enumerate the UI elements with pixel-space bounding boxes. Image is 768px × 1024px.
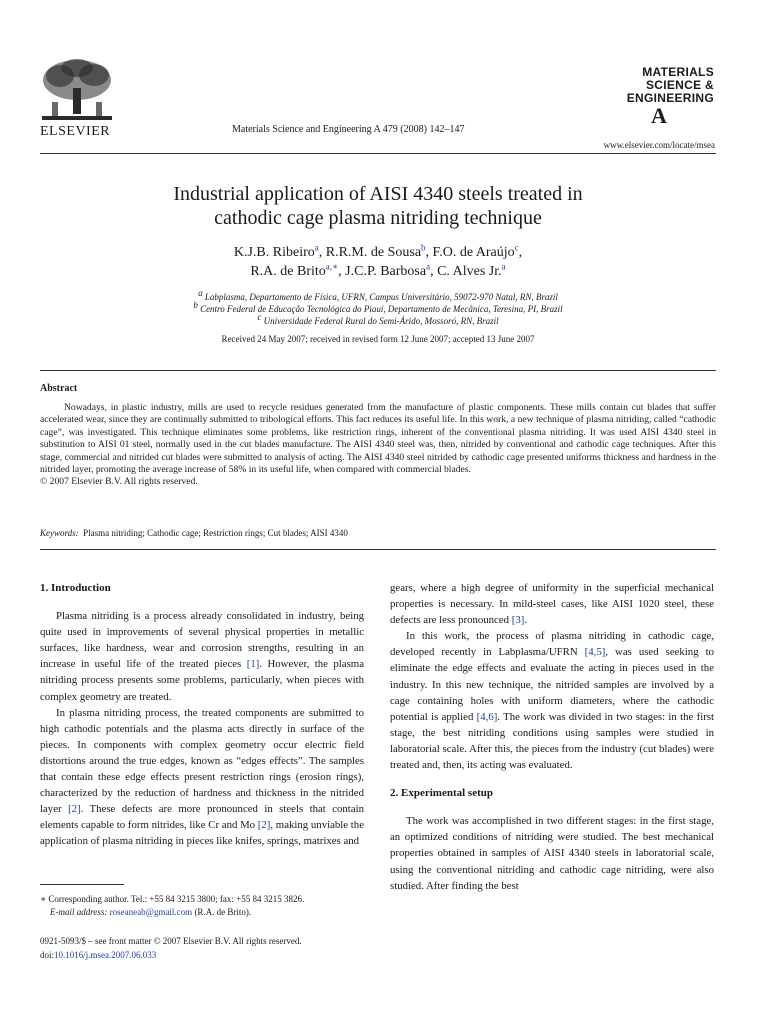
text: AISI — [607, 598, 633, 611]
journal-logo-letter: A — [651, 103, 667, 128]
title-line: Industrial application of AISI 4340 steels treated in — [173, 183, 583, 205]
paragraph: The work was accomplished in two different stages: in the first stage, an optimized conditions of nitriding were studied. The best mechanical properties obtained in samples of AISI 4340 steels in laboratorial scale, using the conventional nitriding and cathodic cage nitriding, were also studied. After finding the best — [390, 815, 714, 892]
text: cases, — [556, 598, 587, 611]
footnote-divider — [40, 884, 124, 885]
text: defects — [390, 614, 421, 627]
text: less — [436, 614, 456, 627]
abstract-body — [40, 402, 716, 489]
text: degree — [480, 582, 514, 594]
text: necessary. — [445, 598, 495, 611]
text: . — [524, 614, 528, 627]
journal-reference: Materials Science and Engineering A 479 (2008) 142–147 — [232, 124, 465, 135]
copyright-notice: © 2007 Elsevier B.V. All rights reserved. — [40, 476, 198, 488]
section-heading: 1. Introduction — [40, 582, 111, 594]
paragraph — [390, 628, 714, 773]
affiliation-text: Centro Federal de Educação Tecnológica do Piauí, Departamento de Mecânica, Teresina, PI, Brazil — [200, 304, 563, 314]
citation-link[interactable]: [2] — [257, 819, 271, 832]
text: superficial — [609, 582, 661, 594]
text: In this work, the process of plasma nitriding in cathodic cage, developed recently in Labplasma/UFRN — [390, 630, 714, 659]
email-line — [40, 906, 364, 919]
author-name: C. Alves Jr. — [437, 264, 502, 279]
author-line — [40, 262, 716, 281]
keywords — [40, 528, 348, 538]
text: mechanical — [660, 582, 715, 594]
text: of — [513, 582, 528, 594]
journal-logo — [604, 66, 714, 127]
journal-logo-line: ENGINEERING — [626, 91, 714, 105]
journal-logo-line: MATERIALS — [642, 65, 714, 79]
elsevier-tree-logo — [38, 58, 116, 124]
affiliation-marker[interactable]: a,∗ — [325, 261, 339, 272]
text: is — [433, 598, 446, 611]
affiliation-label: c — [257, 312, 262, 322]
text: In plasma nitriding process, the treated components are submitted to high cathodic potentials and the plasma acts directly in surface of the pieces. In components with complex geometry occur electric field distortions around the true edges, known as “edges effects”. The samples that contain these edge effects present restriction rings (erosion rings), characterized by the reduction of hardness and thickness in the nitrided layer — [40, 706, 364, 816]
author-name: K.J.B. Ribeiro — [233, 245, 315, 260]
citation-link[interactable]: [3] — [511, 614, 525, 627]
title-line: cathodic cage plasma nitriding technique — [214, 207, 542, 229]
citation-link[interactable]: [2] — [68, 803, 81, 816]
affiliation-marker[interactable]: a — [426, 261, 431, 272]
doi-label: doi: — [40, 949, 55, 960]
journal-logo-line: SCIENCE & — [645, 78, 714, 92]
text: . These defects are more pronounced in steels that contain elements capable to form nitrides, like Cr and Mo — [40, 803, 364, 832]
author-name: F.O. de Araújo — [432, 245, 515, 260]
text: pronounced — [455, 614, 512, 627]
citation-link[interactable]: [4,5] — [584, 646, 606, 659]
text: where — [415, 582, 447, 594]
abstract-text: Nowadays, in plastic industry, mills are used to recycle residues generated from the manufacture of plastic components. These mills contain cut blades that suffer accelerated wear, since they are continually submitted to tribological efforts. This fact reduces its useful life. In this work, a new technique of plasma nitriding, called “cathodic cage”, was investigated. This technique eliminates some problems, like restriction rings, inherent of the conventional plasma nitriding. It was used AISI 4340 steel in substitution to AISI 01 steel, normally used in the cut blades manufacture. The AISI 4340 steel was, then, nitrided by conventional and cathodic cage techniques. After this stage, commercial and nitrided cut blades were submitted to analysis of acting. The AISI 4340 steel nitrided by cathodic cage presented uniforms thickness and hardness in the nitrided layer, promoting the average increase of 58% in its useful life, when compared with commercial blades. — [40, 402, 716, 476]
footnote — [40, 893, 364, 919]
paragraph — [40, 608, 364, 705]
text: , was used seeking to eliminate the edge effects and evaluate the acting in pieces used in the industry. In this new technique, the nitrided samples are involved by a cage containing holes with uniform diameters, where the cathodic potential is applied — [390, 646, 714, 723]
text: . However, the plasma nitriding process presents some problems, particularly, when pieces with complex geometry are treated. — [40, 658, 364, 703]
affiliation-marker[interactable]: a — [501, 261, 506, 272]
affiliation-marker[interactable]: a — [314, 242, 319, 253]
separator: , — [518, 245, 523, 260]
text: In — [494, 598, 509, 611]
publisher-name: ELSEVIER — [40, 124, 111, 139]
column-right — [390, 580, 714, 894]
separator: , — [338, 264, 346, 279]
author-line — [40, 243, 716, 262]
corresponding-text: Corresponding author. Tel.: +55 84 3215 3800; fax: +55 84 3215 3826. — [48, 894, 305, 904]
header-divider — [40, 153, 716, 154]
text: steel, — [659, 598, 687, 611]
citation-link[interactable]: [4,6] — [476, 710, 498, 723]
affiliation-marker[interactable]: c — [514, 242, 519, 253]
affiliation — [40, 312, 716, 327]
text: like — [586, 598, 608, 611]
text: gears, — [390, 582, 416, 594]
author-list — [40, 243, 716, 281]
corresponding-author-note — [40, 893, 364, 906]
email-suffix: (R.A. de Brito). — [194, 907, 252, 917]
received-dates: Received 24 May 2007; received in revised form 12 June 2007; accepted 13 June 2007 — [221, 334, 535, 344]
separator: , — [425, 245, 433, 260]
paragraph — [40, 705, 364, 850]
text: properties — [390, 598, 434, 611]
author-name: R.A. de Brito — [250, 264, 326, 279]
section-heading: 2. Experimental setup — [390, 787, 493, 800]
journal-url[interactable]: www.elsevier.com/locate/msea — [603, 140, 715, 150]
text: 1020 — [632, 598, 660, 611]
text: Plasma nitriding is a process already consolidated in industry, being quite used in improvements of several physical properties in metallic surfaces, like hardness, wear and corrosion strengths, resulting in an increase in useful life of the treated pieces — [40, 610, 364, 671]
doi-link[interactable]: 10.1016/j.msea.2007.06.033 — [54, 949, 157, 960]
keywords-divider — [40, 549, 716, 550]
paragraph-continued — [390, 580, 714, 628]
author-name: R.R.M. de Sousa — [325, 245, 422, 260]
doi-line — [40, 949, 364, 963]
text: . The work was divided in two stages: in the first stage, the best nitriding conditions using samples were studied in laboratorial scale. After this, the pieces from the industry (cut blades) were treated and, then, its acting was evaluated. — [390, 710, 715, 772]
email-link[interactable]: roseaneab@gmail.com — [109, 907, 193, 917]
affiliation-label: a — [198, 288, 203, 298]
affiliation — [40, 300, 716, 315]
text: in — [578, 582, 592, 594]
separator: , — [430, 264, 438, 279]
citation-link[interactable]: [1] — [246, 658, 260, 671]
text: mild-steel — [508, 598, 557, 611]
affiliation-text: Universidade Federal Rural do Semi-Árido, Mossoró, RN, Brazil — [263, 316, 499, 326]
text: the — [591, 582, 610, 594]
text: are — [420, 614, 437, 627]
text: a — [446, 582, 457, 594]
affiliation-label: b — [193, 300, 198, 310]
text: these — [686, 598, 714, 611]
affiliation-text: Labplasma, Departamento de Física, UFRN, Campus Universitário, 59072-970 Natal, RN, Brazil — [204, 292, 558, 302]
front-matter — [40, 935, 364, 962]
abstract-divider — [40, 370, 716, 371]
text: high — [456, 582, 481, 594]
keywords-text: Plasma nitriding; Cathodic cage; Restriction rings; Cut blades; AISI 4340 — [83, 528, 348, 538]
email-label: E-mail address: — [50, 907, 108, 917]
issn-line: 0921-5093/$ – see front matter © 2007 Elsevier B.V. All rights reserved. — [40, 936, 302, 946]
text: uniformity — [527, 582, 579, 594]
author-name: J.C.P. Barbosa — [345, 264, 427, 279]
affiliation — [40, 288, 716, 303]
separator: , — [318, 245, 326, 260]
abstract-heading: Abstract — [40, 383, 78, 394]
affiliations — [40, 288, 716, 327]
footnote-marker: ∗ — [40, 894, 47, 904]
article-title — [40, 182, 716, 230]
affiliation-marker[interactable]: b — [421, 242, 426, 253]
text: , making unviable the application of plasma nitriding in pieces like knifes, springs, matrixes and — [40, 819, 364, 848]
column-left — [40, 580, 364, 850]
keywords-label: Keywords: — [40, 528, 79, 538]
